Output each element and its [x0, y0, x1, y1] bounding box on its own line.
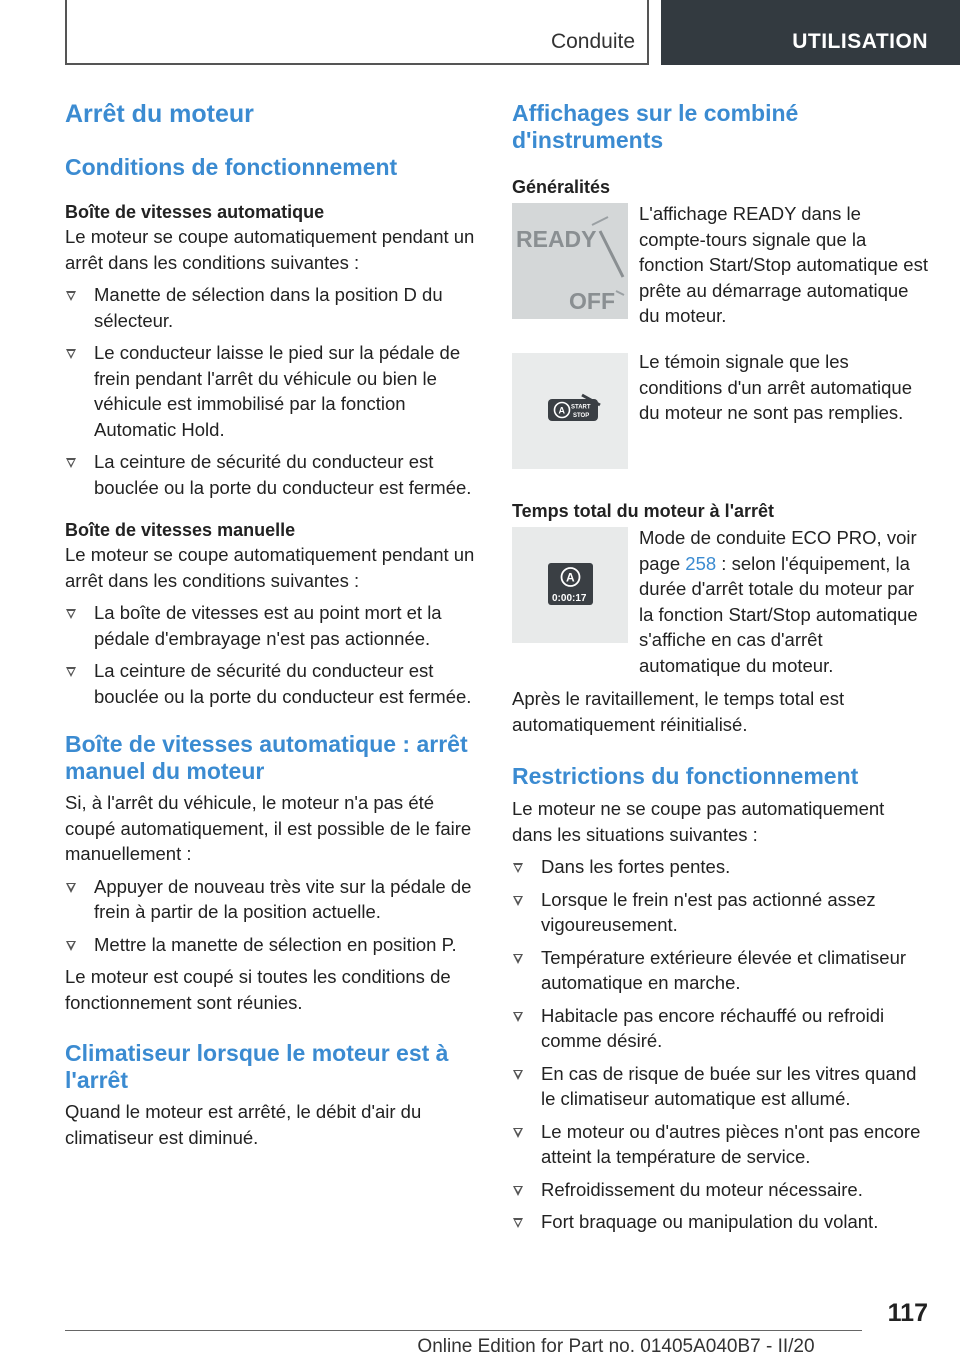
left-column — [65, 100, 481, 1150]
bullet-triangle-icon — [66, 667, 76, 677]
warning-figure-row — [512, 353, 928, 481]
svg-text:OFF: OFF — [569, 288, 615, 314]
svg-text:START: START — [571, 404, 591, 411]
bullet-triangle-icon — [66, 458, 76, 468]
stop-result: Le moteur est coupé si toutes les conditions de fonctionnement sont réunies. — [65, 966, 451, 1013]
header-chapter-box — [661, 0, 960, 65]
list-item: La boîte de vitesses est au point mort et la pédale d'embrayage n'est pas actionnée. — [65, 600, 481, 651]
tachometer-ready-icon — [512, 203, 628, 319]
heading-generalites: Généralités — [512, 177, 611, 197]
heading-conditions: Conditions de fonctionnement — [65, 154, 398, 180]
heading-arret-moteur: Arrêt du moteur — [65, 100, 254, 128]
bullet-triangle-icon — [66, 291, 76, 301]
list-item: Dans les fortes pentes. — [512, 854, 928, 880]
page-link-258[interactable]: 258 — [685, 552, 717, 574]
heading-auto-gearbox: Boîte de vitesses automatique — [65, 202, 325, 222]
list-item: Refroidissement du moteur nécessaire. — [512, 1177, 928, 1203]
ready-display-image — [512, 203, 628, 319]
list-item: Manette de sélection dans la position D du sélecteur. — [65, 282, 481, 333]
svg-text:A: A — [558, 405, 565, 416]
chapter-title: UTILISATION — [792, 30, 928, 53]
footer-edition: Online Edition for Part no. 01405A040B7 - II/20 — [417, 1336, 815, 1357]
bullet-triangle-icon — [513, 896, 523, 906]
ready-figure-row — [512, 203, 928, 331]
bullet-triangle-icon — [66, 883, 76, 893]
manual-intro: Le moteur se coupe automatiquement pendant un arrêt dans les conditions suivantes : — [65, 544, 475, 591]
heading-temps-total: Temps total du moteur à l'arrêt — [512, 501, 774, 521]
svg-text:STOP: STOP — [573, 413, 590, 419]
bullet-triangle-icon — [66, 941, 76, 951]
svg-text:A: A — [566, 570, 575, 585]
section-title: Conduite — [550, 30, 635, 53]
svg-text:READY: READY — [516, 226, 597, 252]
stop-steps-list — [65, 874, 481, 958]
bullet-triangle-icon — [66, 609, 76, 619]
clim-text: Quand le moteur est arrêté, le débit d'air du climatiseur est diminué. — [65, 1101, 422, 1148]
list-item: Température extérieure élevée et climatiseur automatique en marche. — [512, 945, 928, 996]
heading-affichages: Affichages sur le combiné d'instruments — [512, 100, 799, 153]
list-item: En cas de risque de buée sur les vitres quand le climatiseur automatique est allumé. — [512, 1061, 928, 1112]
bullet-triangle-icon — [513, 954, 523, 964]
footer-divider — [65, 1330, 862, 1331]
bullet-triangle-icon — [513, 863, 523, 873]
manual-conditions-list — [65, 600, 481, 709]
list-item: Le conducteur laisse le pied sur la pédale de frein pendant l'arrêt du véhicule ou bien le véhicule est immobilisé par la fonction Automatic Hold. — [65, 340, 481, 442]
bullet-triangle-icon — [513, 1186, 523, 1196]
right-column — [512, 100, 928, 1235]
restrictions-list — [512, 854, 928, 1235]
svg-text:0:00:17: 0:00:17 — [552, 593, 587, 604]
bullet-triangle-icon — [513, 1218, 523, 1228]
list-item: Appuyer de nouveau très vite sur la pédale de frein à partir de la position actuelle. — [65, 874, 481, 925]
list-item: Le moteur ou d'autres pièces n'ont pas encore atteint la température de service. — [512, 1119, 928, 1170]
auto-conditions-list — [65, 282, 481, 500]
stop-intro: Si, à l'arrêt du véhicule, le moteur n'a pas été coupé automatiquement, il est possible de le faire manuellement : — [65, 792, 472, 864]
restrictions-intro: Le moteur ne se coupe pas automatiquement dans les situations suivantes : — [512, 798, 885, 845]
list-item: La ceinture de sécurité du conducteur est bouclée ou la porte du conducteur est fermée. — [65, 658, 481, 709]
timer-figure-row — [512, 527, 928, 680]
list-item: Fort braquage ou manipulation du volant. — [512, 1209, 928, 1235]
list-item: La ceinture de sécurité du conducteur est bouclée ou la porte du conducteur est fermée. — [65, 449, 481, 500]
header-section-box — [65, 0, 649, 65]
start-stop-warning-icon — [512, 353, 628, 469]
heading-manual-gearbox: Boîte de vitesses manuelle — [65, 520, 296, 540]
warning-light-image — [512, 353, 628, 469]
refuel-text: Après le ravitaillement, le temps total est automatiquement réinitialisé. — [512, 688, 845, 735]
bullet-triangle-icon — [513, 1012, 523, 1022]
page-number: 117 — [887, 1299, 928, 1327]
ready-description: L'affichage READY dans le compte-tours signale que la fonction Start/Stop automatique est prête au démarrage automatique du moteur. — [639, 203, 928, 326]
auto-intro: Le moteur se coupe automatiquement pendant un arrêt dans les conditions suivantes : — [65, 226, 475, 273]
bullet-triangle-icon — [513, 1128, 523, 1138]
warning-description: Le témoin signale que les conditions d'un arrêt automatique du moteur ne sont pas remplies. — [639, 351, 912, 423]
heading-restrictions: Restrictions du fonctionnement — [512, 763, 859, 789]
heading-climatiseur: Climatiseur lorsque le moteur est à l'arrêt — [65, 1040, 449, 1093]
timer-description: Mode de conduite ECO PRO, voir page 258 : selon l'équipement, la durée d'arrêt totale du moteur par la fonction Start/Stop automatique s'affiche en cas d'arrêt automatique du moteur. — [639, 527, 918, 676]
list-item: Lorsque le frein n'est pas actionné assez vigoureusement. — [512, 887, 928, 938]
list-item: Mettre la manette de sélection en position P. — [65, 932, 481, 958]
list-item: Habitacle pas encore réchauffé ou refroidi comme désiré. — [512, 1003, 928, 1054]
bullet-triangle-icon — [66, 349, 76, 359]
heading-manual-stop: Boîte de vitesses automatique : arrêt manuel du moteur — [65, 731, 468, 784]
bullet-triangle-icon — [513, 1070, 523, 1080]
